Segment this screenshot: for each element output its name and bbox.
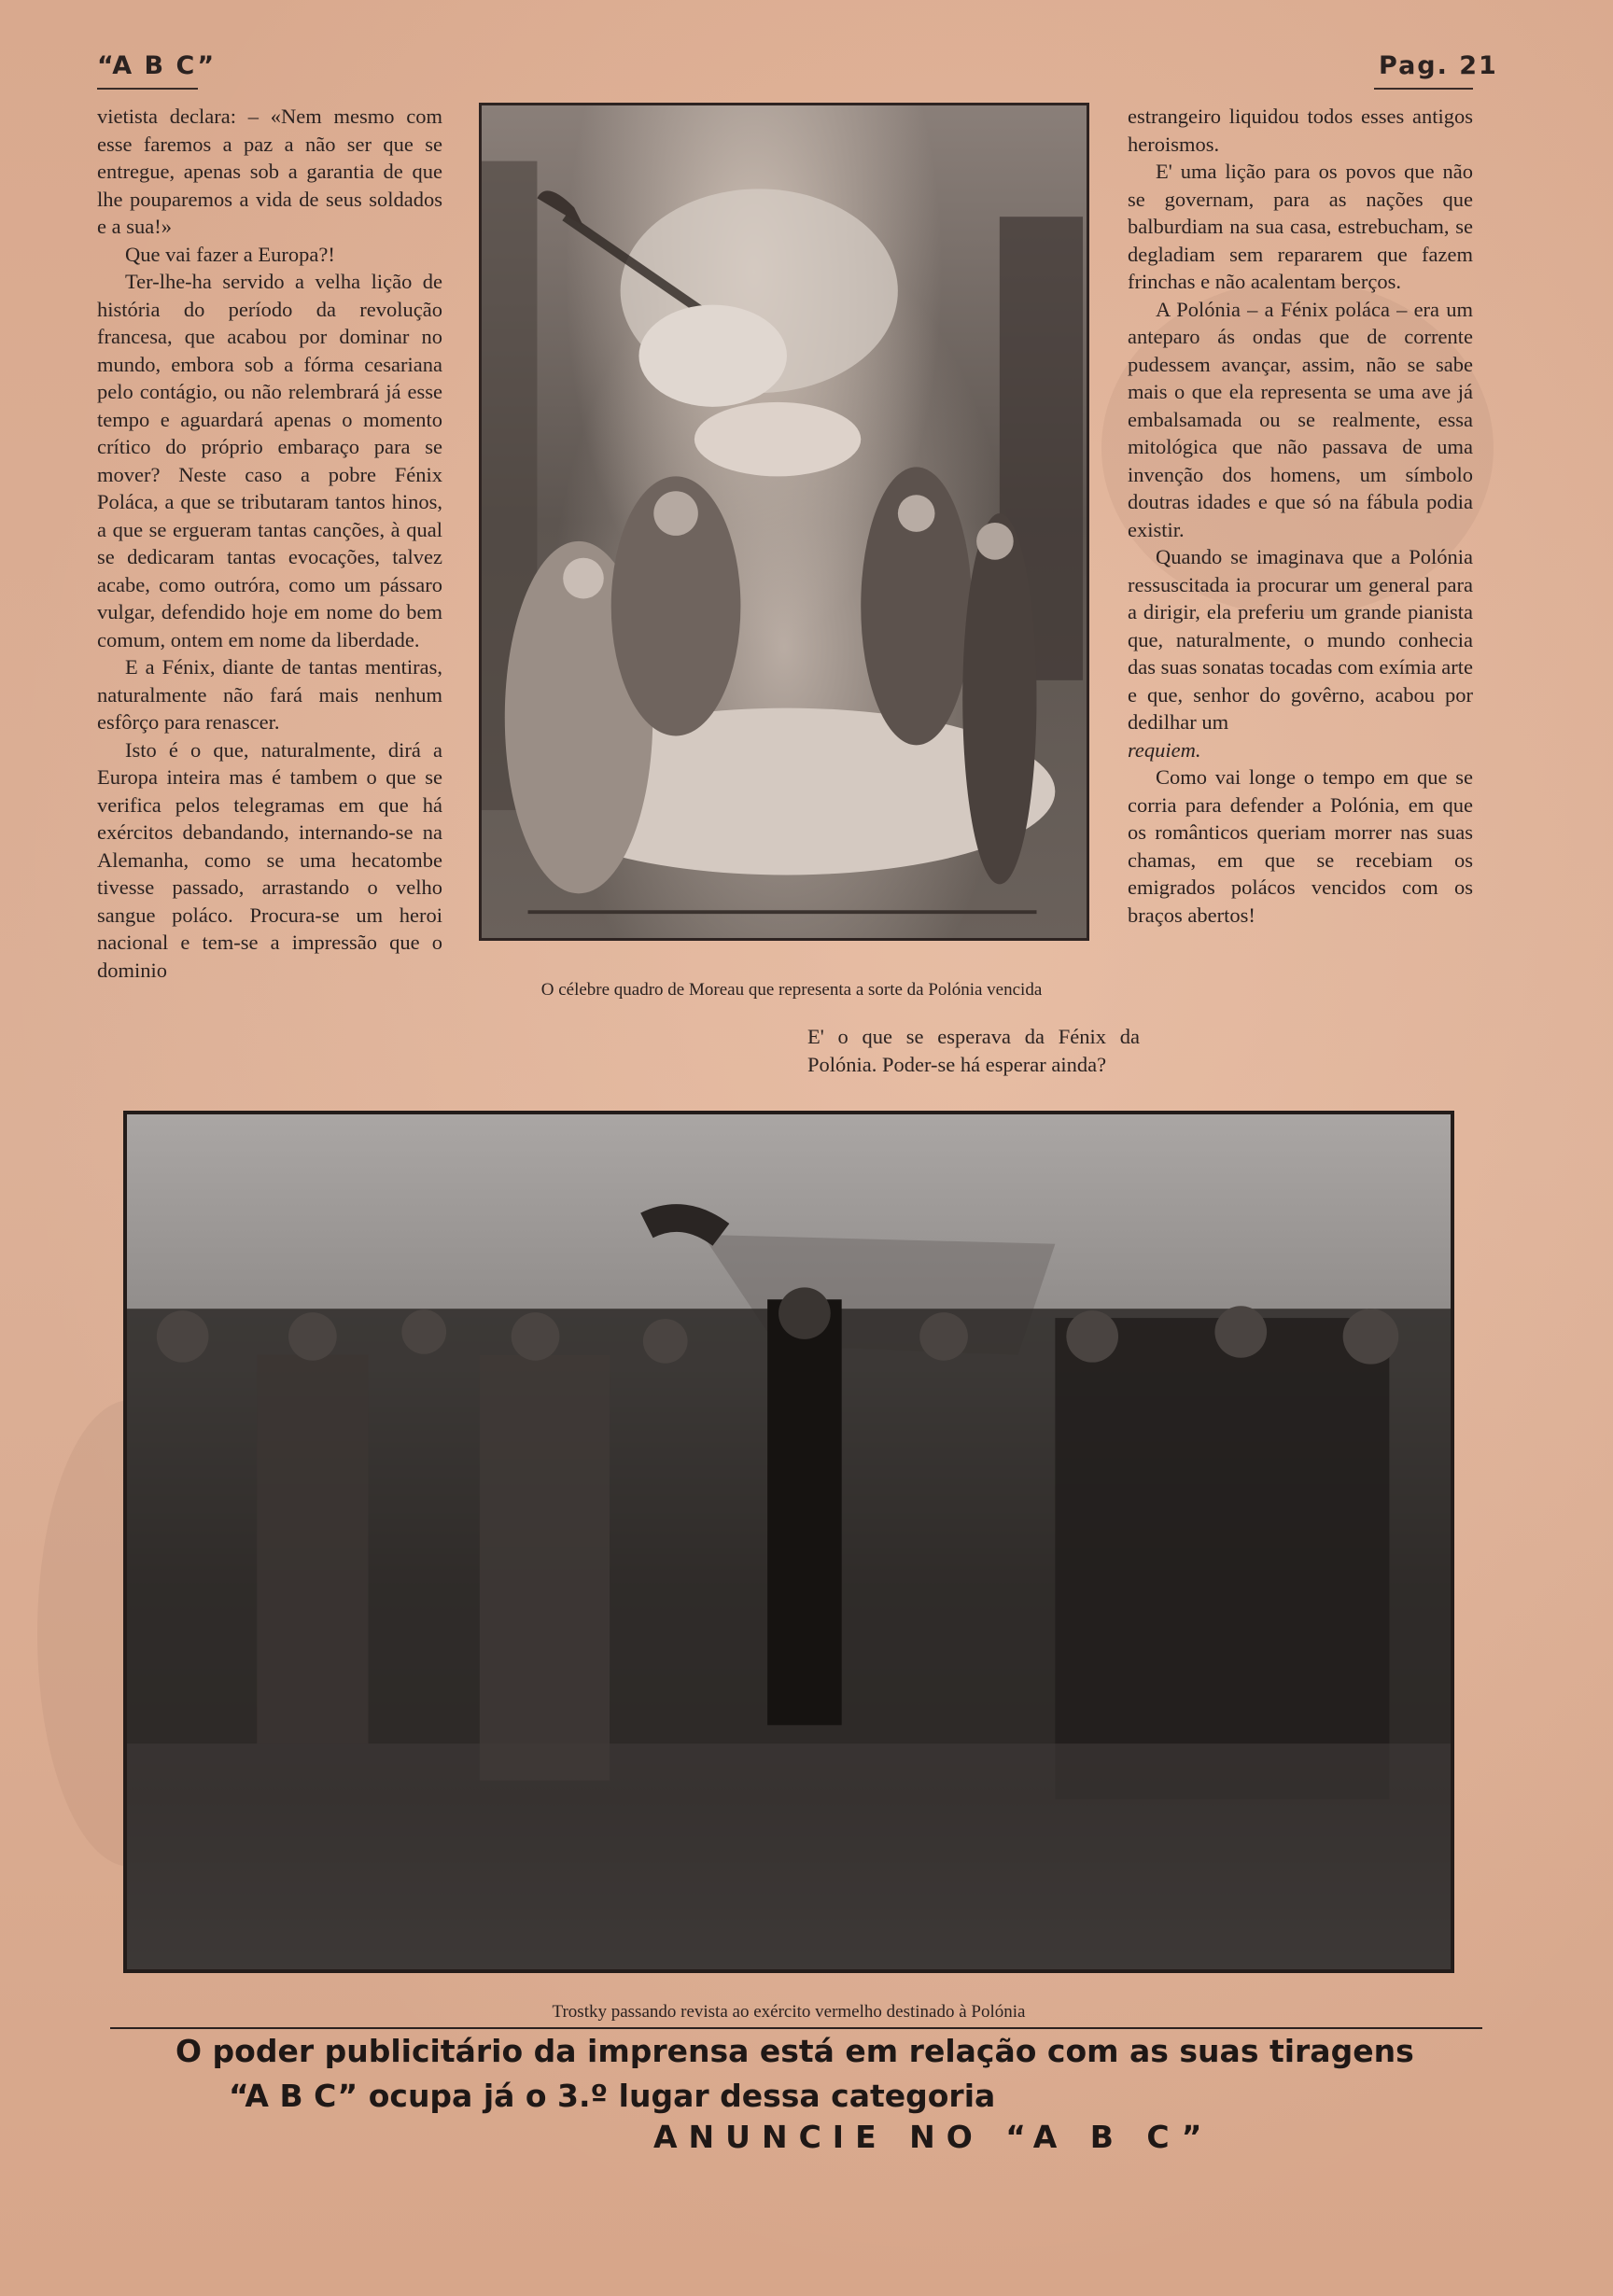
engraving-artwork xyxy=(482,105,1087,938)
ad-headline: O poder publicitário da imprensa está em relação com as suas tiragens xyxy=(175,2033,1414,2069)
figure-caption: O célebre quadro de Moreau que representa a sorte da Polónia vencida xyxy=(540,980,1043,1000)
ad-call-to-action: ANUNCIE NO “A B C” xyxy=(653,2119,1213,2155)
ad-subheadline: “A B C” ocupa já o 3.º lugar dessa categoria xyxy=(229,2078,996,2114)
header-rule-right xyxy=(1374,88,1473,90)
article-column-middle-tail xyxy=(807,1023,1140,1078)
page-number: Pag. 21 xyxy=(1379,51,1498,80)
paragraph: Isto é o que, naturalmente, dirá a Europa inteira mas é tambem o que se verifica pelos telegramas em que há exércitos debandando, internando-se na Alemanha, como se uma hecatombe tivesse passado, arrastando o velho sangue poláco. Procura-se um heroi nacional e tem-se a impressão que o dominio xyxy=(97,737,442,982)
paragraph: A Polónia – a Fénix poláca – era um anteparo ás ondas que de corrente pudessem avançar, assim, não se sabe mais o que ela representa se uma ave já embalsamada ou se realmente, essa mitológica que não passava de uma invenção dos homens, um símbolo doutras idades e que só na fábula podia existir. xyxy=(1128,297,1473,541)
engraving-illustration xyxy=(479,103,1089,941)
paragraph: vietista declara: – «Nem mesmo com esse faremos a paz a não ser que se entregue, apenas sob a garantia de que lhe pouparemos a vida de seus soldados e a sua!» xyxy=(97,105,442,238)
header-rule-left xyxy=(97,88,198,90)
paragraph: E' uma lição para os povos que não se governam, para as nações que balburdiam na sua casa, estrebucham, se degladiam sem repararem que fazem frinchas e não acalentam berços. xyxy=(1128,160,1473,293)
paragraph: E a Fénix, diante de tantas mentiras, naturalmente não fará mais nenhum esfôrço para renascer. xyxy=(97,655,442,734)
article-column-right xyxy=(1128,103,1473,929)
paragraph: Ter-lhe-ha servido a velha lição de história do período da revolução francesa, que acabou por dominar no mundo, embora sob a fórma cesariana pelo contágio, ou não relembrará já esse tempo e aguardará apenas o momento crítico do próprio embaraço para se mover? Neste caso a pobre Fénix Poláca, a que se tributaram tantos hinos, a que se ergueram tantas canções, à qual se dedicaram tantas evocações, talvez acabe, como outróra, como um pássaro vulgar, defendido hoje em nome do bem comum, ontem em nome da liberdade. xyxy=(97,270,442,651)
paragraph: Que vai fazer a Europa?! xyxy=(125,242,335,266)
ad-rule-top xyxy=(110,2027,1482,2029)
paragraph: Quando se imaginava que a Polónia ressuscitada ia procurar um general para a dirigir, ela preferiu um grande pianista que, naturalmente, o mundo conhecia das suas sonatas tocadas com exímia arte e que, senhor do govêrno, acabou por dedilhar um xyxy=(1128,545,1473,734)
article-column-left xyxy=(97,103,442,984)
paragraph: Como vai longe o tempo em que se corria para defender a Polónia, em que os românticos queriam morrer nas suas chamas, em que se recebiam os emigrados polácos vencidos com os braços abertos! xyxy=(1128,765,1473,927)
paragraph: E' o que se esperava da Fénix da Polónia. Poder-se há esperar ainda? xyxy=(807,1025,1140,1076)
photo-caption: Trostky passando revista ao exército vermelho destinado à Polónia xyxy=(552,2002,1026,2022)
paragraph: estrangeiro liquidou todos esses antigos heroismos. xyxy=(1128,105,1473,156)
paragraph-italic: requiem. xyxy=(1128,737,1201,762)
photograph-troops xyxy=(123,1111,1454,1973)
photo-artwork xyxy=(127,1114,1451,1969)
masthead-left: “A B C” xyxy=(97,51,217,80)
